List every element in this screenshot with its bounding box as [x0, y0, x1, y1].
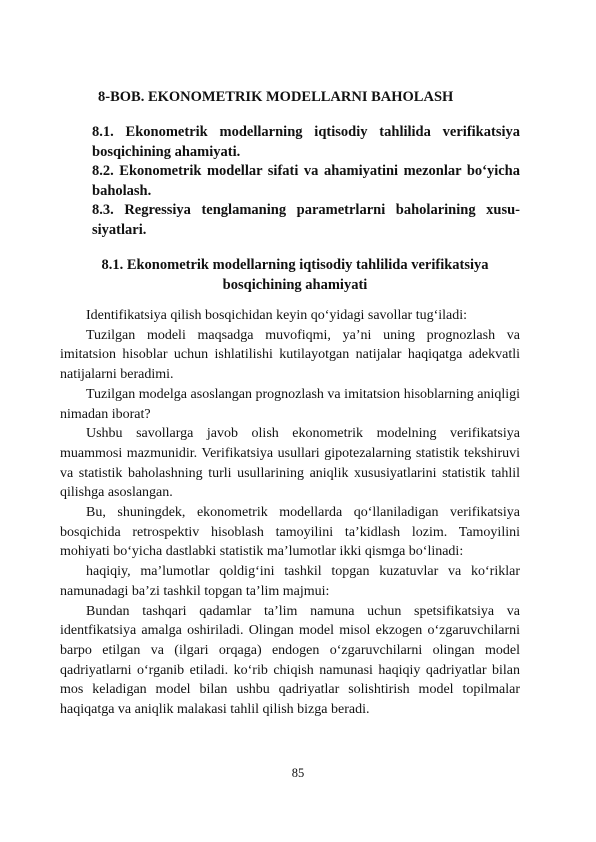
chapter-contents — [92, 123, 520, 240]
section-heading — [60, 256, 530, 295]
paragraph-7: Bundan tashqari qadamlar ta’lim namuna uchun spetsifikatsiya va identfikatsiya amalga oshiriladi. Olingan model misol ekzogen o‘zgaruvchilarni barpo etilgan va (ilgari orqaga) endogen o‘zgaruvchilarni olingan model qadriyatlarni o‘rganib etiladi. ko‘rib chiqish namunasi haqiqiy qadriyatlar bilan mos keladigan model bilan ushbu qadriyatlar solishtirish model topilmalar haqiqatga va aniqlik malakasi tahlil qilish bizga beradi. — [60, 603, 520, 718]
paragraph-3: Tuzilgan modelga asoslangan prognozlash va imitatsion hisoblarning aniqligi nimadan iborat? — [60, 386, 520, 422]
paragraph-2: Tuzilgan modeli maqsadga muvofiqmi, ya’ni uning prognozlash va imitatsion hisoblar uchun ishlatilishi kutilayotgan natijalar haqiqatga adekvatli natijalarni beradimi. — [60, 327, 520, 383]
section-heading-line-2: bosqichining ahamiyati — [222, 276, 368, 293]
paragraph-6: haqiqiy, ma’lumotlar qoldig‘ini tashkil topgan kuzatuvlar va ko‘riklar namunadagi ba’zi tashkil topgan ta’lim majmui: — [60, 564, 520, 599]
toc-item-8-2: 8.2. Ekonometrik modellar sifati va ahamiyatini mezonlar bo‘yicha baholash. — [92, 163, 520, 199]
toc-item-8-3: 8.3. Regressiya tenglamaning parametrlarni baholarining xusu-siyatlari. — [92, 202, 520, 238]
section-heading-line-1: 8.1. Ekonometrik modellarning iqtisodiy tahlilida verifikatsiya — [101, 257, 489, 273]
paragraph-5: Bu, shuningdek, ekonometrik modellarda qo‘llaniladigan verifikatsiya bosqichida retrospektiv hisoblash tamoyilini ta’kidlash lozim. Tamoyilini mohiyati bo‘yicha dastlabki statistik ma’lumotlar ikki qismga bo‘linadi: — [60, 505, 520, 560]
paragraph-1: Identifikatsiya qilish bosqichidan keyin qo‘yidagi savollar tug‘iladi: — [86, 308, 468, 323]
page-number: 85 — [291, 766, 305, 780]
chapter-title: 8-BOB. EKONOMETRIK MODELLARNI BAHOLASH — [98, 89, 454, 105]
paragraph-4: Ushbu savollarga javob olish ekonometrik modelning verifikatsiya muammosi mazmunidir. Verifikatsiya usullari gipotezalarning statistik tekshiruvi va statistik baholashning turli usullarining aniqlik xususiyatlarini statistik tahlil qilishga asoslangan. — [60, 426, 520, 501]
body-text — [60, 306, 520, 720]
toc-item-8-1: 8.1. Ekonometrik modellarning iqtisodiy tahlilida verifikatsiya bosqichining ahamiyati. — [92, 124, 520, 160]
